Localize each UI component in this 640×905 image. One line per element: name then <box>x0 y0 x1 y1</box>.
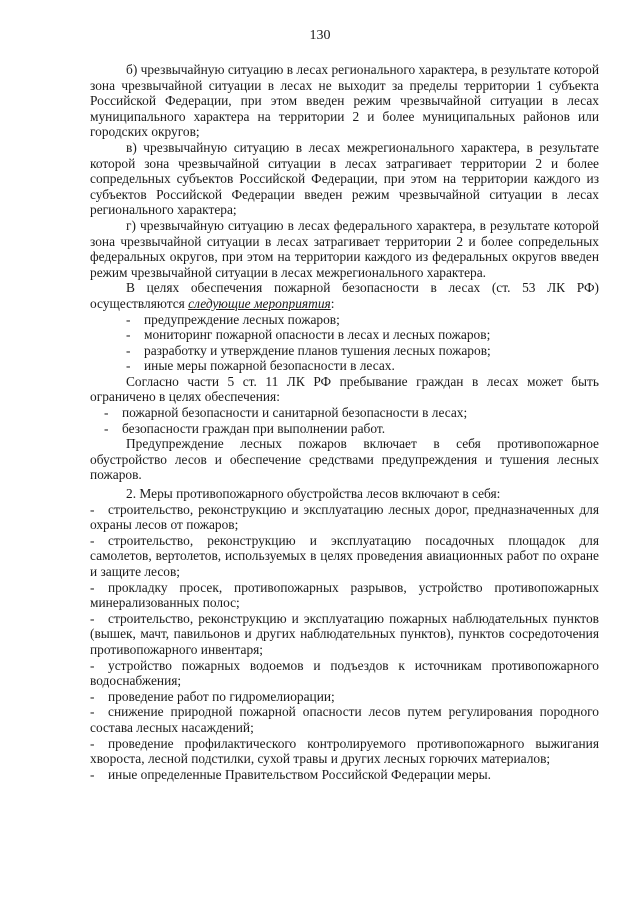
paragraph-g: г) чрезвычайную ситуацию в лесах федерального характера, в результате которой зона чрезвычайной ситуации в лесах затрагивает территории 2 и более сопредельных федеральных округов, при этом на территории каждого из федеральных округов введен режим чрезвычайной ситуации в лесах межрегионального характера. <box>90 217 599 280</box>
list-item <box>90 343 599 359</box>
dash-marker: - <box>90 610 95 626</box>
paragraph-b: б) чрезвычайную ситуацию в лесах регионального характера, в результате которой зона чрезвычайной ситуации в лесах не выходит за пределы территории 1 субъекта Российской Федерации, при этом введен режим чрезвычайной ситуации в лесах муниципального характера на территории 2 и более муниципальных районов или городских округов; <box>90 62 599 140</box>
list-item <box>90 312 599 328</box>
list-item <box>90 658 599 689</box>
dash-marker: - <box>90 735 95 751</box>
list-item-text: иные меры пожарной безопасности в лесах. <box>144 358 395 374</box>
list-item <box>90 689 599 705</box>
measures-intro-text: В целях обеспечения пожарной безопасности в лесах (ст. 53 ЛК РФ) осуществляются <box>90 280 599 311</box>
measures-intro-underlined: следующие мероприятия <box>188 295 331 311</box>
list-item <box>90 580 599 611</box>
list-item-text: иные определенные Правительством Российской Федерации меры. <box>108 766 491 782</box>
dash-marker: - <box>104 420 109 436</box>
dash-marker: - <box>90 532 95 548</box>
list-item-text: строительство, реконструкцию и эксплуатацию пожарных наблюдательных пунктов (вышек, мачт, павильонов и других наблюдательных пунктов), пунктов сосредоточения противопожарного инвентаря; <box>90 610 599 657</box>
list-item-text: снижение природной пожарной опасности лесов путем регулирования породного состава лесных насаждений; <box>90 704 599 735</box>
list-item-text: прокладку просек, противопожарных разрывов, устройство противопожарных минерализованных полос; <box>90 579 599 611</box>
dash-marker: - <box>90 766 95 782</box>
list-item <box>90 704 599 735</box>
list-item <box>90 611 599 658</box>
measures-intro-colon: : <box>330 295 335 311</box>
dash-marker: - <box>90 579 95 595</box>
list-item-text: проведение работ по гидромелиорации; <box>108 688 335 704</box>
list-item-text: безопасности граждан при выполнении работ. <box>122 420 386 436</box>
dash-marker: - <box>126 327 131 343</box>
list-item-text: предупреждение лесных пожаров; <box>144 311 340 327</box>
list-item <box>90 327 599 343</box>
list-item <box>90 767 599 783</box>
dash-marker: - <box>90 657 95 673</box>
list-item-text: строительство, реконструкцию и эксплуатацию лесных дорог, предназначенных для охраны лесов от пожаров; <box>90 501 599 533</box>
measures-intro <box>90 280 599 311</box>
dash-marker: - <box>90 501 95 517</box>
list-item <box>90 421 599 437</box>
part5-paragraph: Согласно части 5 ст. 11 ЛК РФ пребывание граждан в лесах может быть ограничено в целях обеспечения: <box>90 373 599 405</box>
dash-marker: - <box>126 358 131 374</box>
paragraph-v: в) чрезвычайную ситуацию в лесах межрегионального характера, в результате которой зона чрезвычайной ситуации в лесах затрагивает территории 2 и более сопредельных субъектов Российской Федерации, при этом на территории каждого из субъектов Российской Федерации введен режим чрезвычайной ситуации в лесах регионального характера; <box>90 139 599 218</box>
dash-marker: - <box>90 688 95 704</box>
list-item-text: устройство пожарных водоемов и подъездов к источникам противопожарного водоснабжения; <box>90 657 599 689</box>
dash-marker: - <box>104 405 109 421</box>
list-item <box>90 533 599 580</box>
list-item <box>90 358 599 374</box>
document-body <box>90 62 599 782</box>
list-item <box>90 502 599 533</box>
list-item-text: разработку и утверждение планов тушения лесных пожаров; <box>144 342 491 358</box>
list-item-text: строительство, реконструкцию и эксплуатацию посадочных площадок для самолетов, вертолетов, используемых в целях проведения авиационных работ по охране и защите лесов; <box>90 532 599 579</box>
list-item <box>90 405 599 421</box>
dash-marker: - <box>126 342 131 358</box>
section-2-heading: 2. Меры противопожарного обустройства лесов включают в себя: <box>126 486 501 502</box>
list-item-text: мониторинг пожарной опасности в лесах и лесных пожаров; <box>144 327 491 343</box>
list-item <box>90 736 599 767</box>
dash-marker: - <box>90 704 95 720</box>
dash-marker: - <box>126 311 131 327</box>
prevention-paragraph: Предупреждение лесных пожаров включает в себя противопожарное обустройство лесов и обеспечение средствами предупреждения и тушения лесных пожаров. <box>90 436 599 483</box>
list-item-text: пожарной безопасности и санитарной безопасности в лесах; <box>122 405 468 421</box>
list-item-text: проведение профилактического контролируемого противопожарного выжигания хвороста, лесной подстилки, сухой травы и других лесных горючих материалов; <box>90 735 599 767</box>
page-number: 130 <box>309 28 331 43</box>
